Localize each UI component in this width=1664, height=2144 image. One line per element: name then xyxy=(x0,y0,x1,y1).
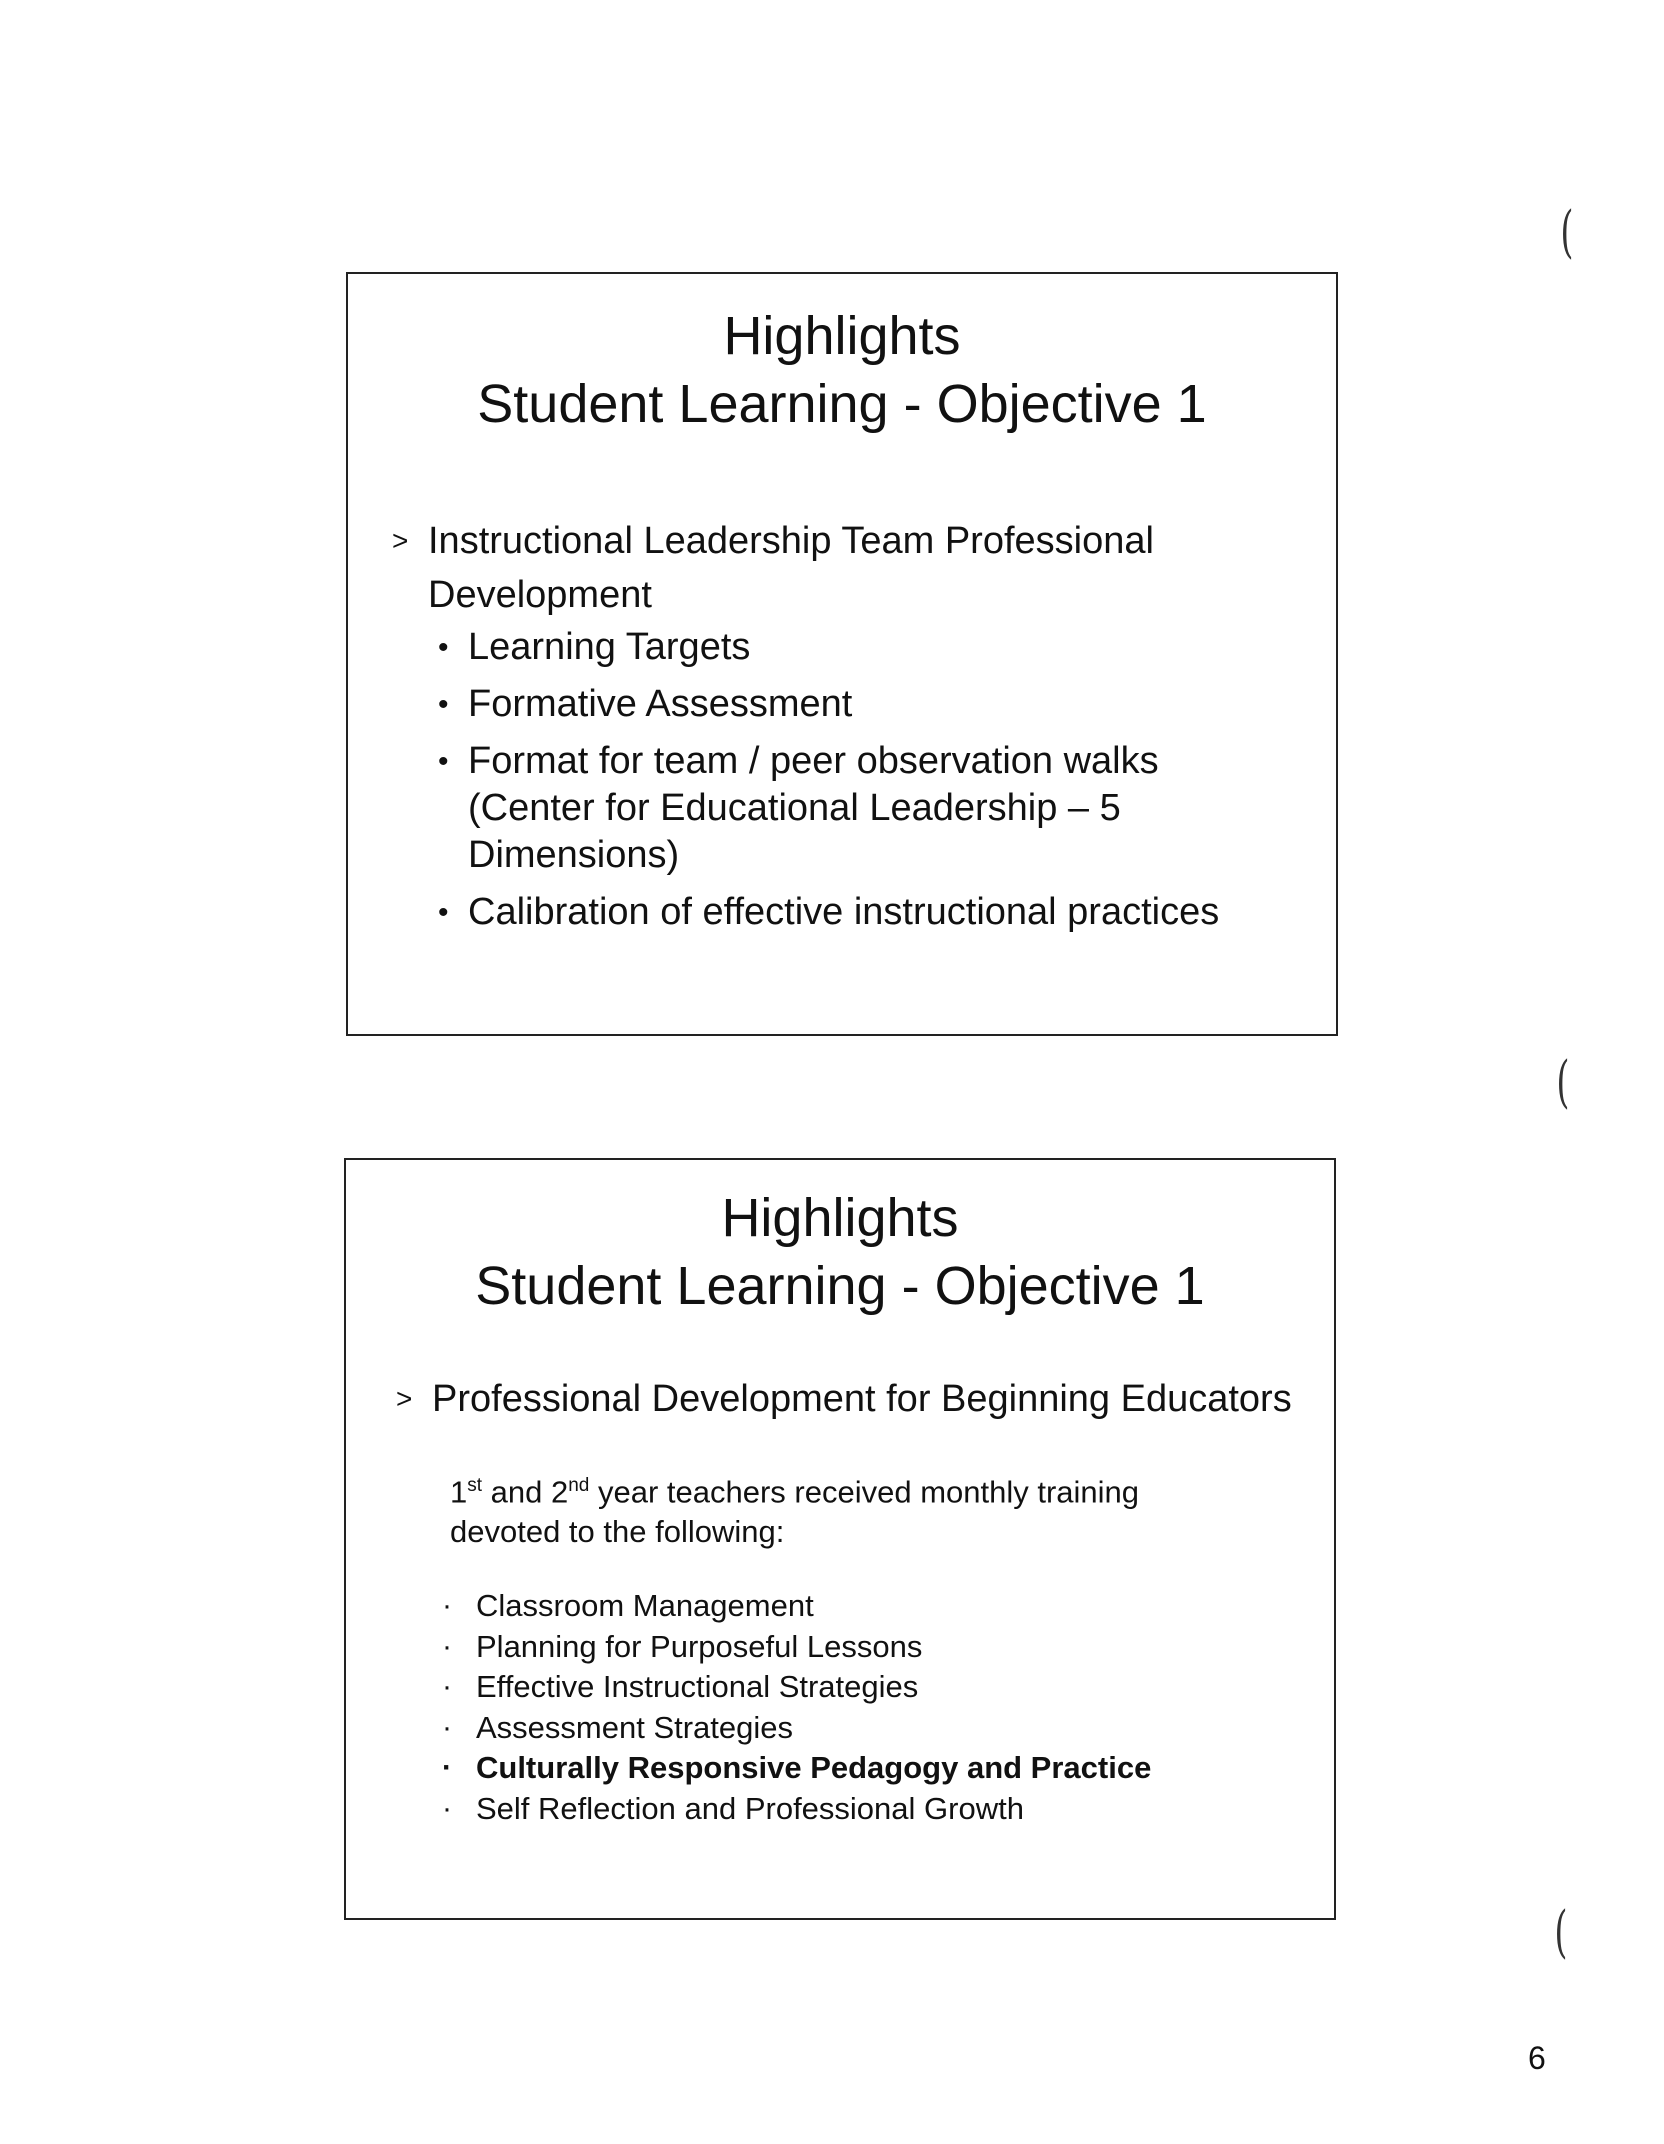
intro-sup-1: st xyxy=(467,1475,483,1496)
margin-bracket-mark: ( xyxy=(1554,1900,1568,1965)
sub-bullet-list xyxy=(438,624,1278,946)
main-bullet xyxy=(392,514,1288,622)
list-item: · Self Reflection and Professional Growth xyxy=(442,1789,1282,1830)
list-item: · Effective Instructional Strategies xyxy=(442,1667,1282,1708)
sub-bullet-list xyxy=(442,1586,1282,1829)
main-bullet-text: Instructional Leadership Team Professional Development xyxy=(428,520,1154,616)
title-line-1: Highlights xyxy=(721,1188,959,1248)
intro-part-2: and 2 xyxy=(482,1474,569,1510)
list-item: • Formative Assessment xyxy=(438,681,1278,728)
list-item: · Classroom Management xyxy=(442,1586,1282,1627)
list-item: · Assessment Strategies xyxy=(442,1708,1282,1749)
margin-bracket-mark: ( xyxy=(1556,1050,1570,1115)
main-bullet-text: Professional Development for Beginning Educators xyxy=(432,1378,1292,1420)
intro-text xyxy=(450,1466,1250,1552)
list-item: • Learning Targets xyxy=(438,624,1278,671)
intro-sup-2: nd xyxy=(568,1475,590,1496)
margin-bracket-mark: ( xyxy=(1560,200,1574,265)
arrow-bullet-icon: > xyxy=(396,1383,413,1414)
title-line-2: Student Learning - Objective 1 xyxy=(477,374,1207,434)
list-item: · Planning for Purposeful Lessons xyxy=(442,1627,1282,1668)
slide-1 xyxy=(346,272,1338,1036)
list-item: · Culturally Responsive Pedagogy and Practice xyxy=(442,1748,1282,1789)
intro-part-3: year teachers received monthly training devoted to the following: xyxy=(450,1474,1140,1550)
slide-2 xyxy=(344,1158,1336,1920)
slide-title xyxy=(348,302,1336,438)
main-bullet xyxy=(396,1378,1292,1420)
page-number: 6 xyxy=(1528,2040,1546,2076)
arrow-bullet-icon: > xyxy=(392,525,409,556)
intro-part-1: 1 xyxy=(450,1474,468,1510)
title-line-2: Student Learning - Objective 1 xyxy=(475,1256,1205,1316)
slide-title xyxy=(346,1184,1334,1320)
title-line-1: Highlights xyxy=(723,306,961,366)
list-item: • Calibration of effective instructional practices xyxy=(438,889,1278,936)
list-item: • Format for team / peer observation walks (Center for Educational Leadership – 5 Dimensions) xyxy=(438,738,1278,879)
